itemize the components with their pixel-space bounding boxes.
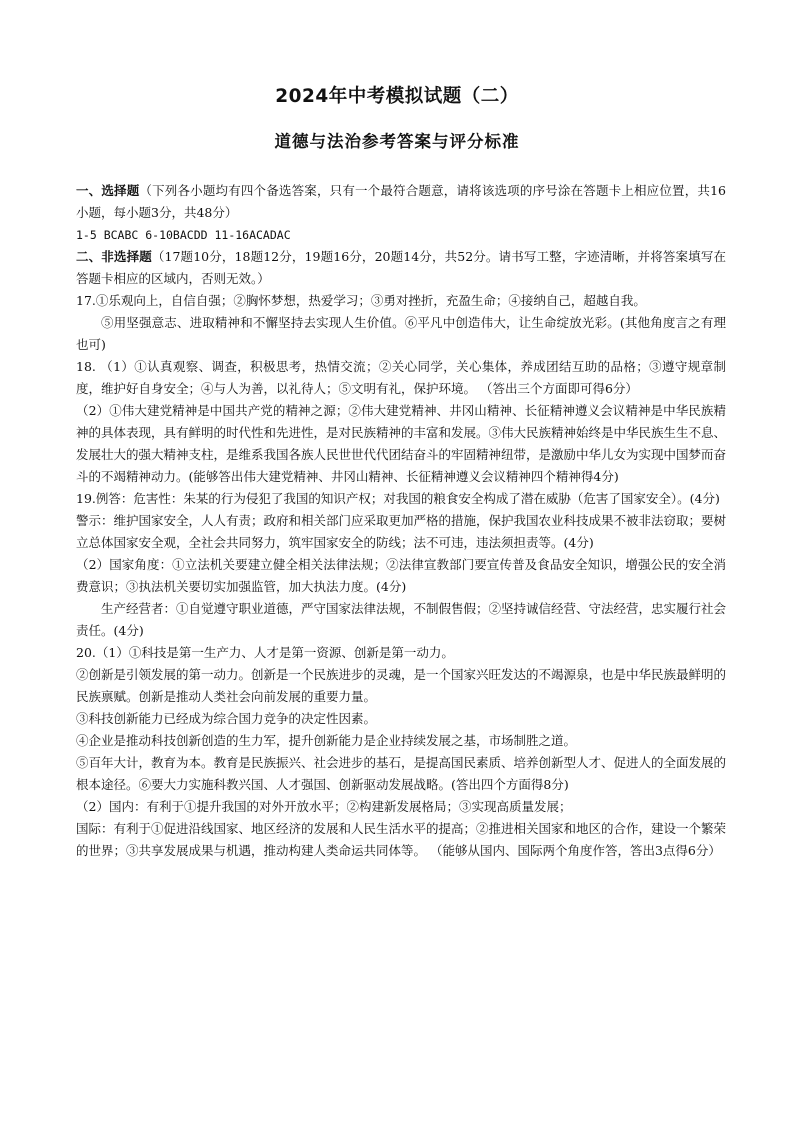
q20-p1: 20.（1）①科技是第一生产力、人才是第一资源、创新是第一动力。: [76, 645, 454, 660]
q20-p6: （2）国内：有利于①提升我国的对外开放水平；②构建新发展格局；③实现高质量发展；: [76, 799, 572, 814]
q17-line2: ⑤用坚强意志、进取精神和不懈坚持去实现人生价值。⑥平凡中创造伟大，让生命绽放光彩。(其他角度言之有理也可): [76, 315, 726, 352]
q18-part1: 18. （1）①认真观察、调查，积极思考，热情交流；②关心同学，关心集体，养成团结互助的品格；③遵守规章制度，维护好自身安全；④与人为善，以礼待人；⑤文明有礼，保护环境。 （答出三个方面即可得6分）: [76, 359, 726, 396]
q18-part2: （2）①伟大建党精神是中国共产党的精神之源；②伟大建党精神、井冈山精神、长征精神遵义会议精神是中华民族精神的具体表现，具有鲜明的时代性和先进性，是对民族精神的丰富和发展。③伟大民族精神始终是中华民族生生不息、发展壮大的强大精神支柱，是维系我国各族人民世世代代团结奋斗的牢固精神纽带，是激励中华儿女为实现中国梦而奋斗的不竭精神动力。(能够答出伟大建党精神、井冈山精神、长征精神遵义会议精神四个精神得4分): [76, 403, 727, 484]
answer-body: [76, 180, 726, 862]
page-subtitle: 道德与法治参考答案与评分标准: [274, 132, 520, 151]
section-nonchoice-label: 二、非选择题: [76, 249, 152, 264]
q19-warning: 警示：维护国家安全，人人有责；政府和相关部门应采取更加严格的措施，保护我国农业科技成果不被非法窃取；要树立总体国家安全观，全社会共同努力，筑牢国家安全的防线；法不可违，违法须担责等。(4分): [76, 513, 727, 550]
q19-part1: 19.例答：危害性：朱某的行为侵犯了我国的知识产权；对我国的粮食安全构成了潜在威胁（危害了国家安全）。(4分): [76, 491, 720, 506]
choice-answers: 1-5 BCABC 6-10BACDD 11-16ACADAC: [76, 228, 291, 242]
q20-p4: ④企业是推动科技创新创造的生力军，提升创新能力是企业持续发展之基，市场制胜之道。: [76, 733, 577, 748]
section-choice-label: 一、选择题: [76, 183, 140, 198]
section-choice-desc: （下列各小题均有四个备选答案，只有一个最符合题意，请将该选项的序号涂在答题卡上相应位置，共16小题，每小题3分，共48分）: [76, 183, 726, 220]
q20-p3: ③科技创新能力已经成为综合国力竞争的决定性因素。: [76, 711, 377, 726]
page-title: 2024年中考模拟试题（二）: [275, 86, 519, 107]
q20-p2: ②创新是引领发展的第一动力。创新是一个民族进步的灵魂，是一个国家兴旺发达的不竭源泉，也是中华民族最鲜明的民族禀赋。创新是推动人类社会向前发展的重要力量。: [76, 667, 727, 704]
section-choice: [76, 180, 726, 224]
q19-producer: 生产经营者：①自觉遵守职业道德，严守国家法律法规，不制假售假；②坚持诚信经营、守法经营，忠实履行社会责任。(4分): [76, 601, 727, 638]
q19-part2: （2）国家角度：①立法机关要建立健全相关法律法规；②法律宣教部门要宣传普及食品安全知识，增强公民的安全消费意识；③执法机关要切实加强监管，加大执法力度。(4分): [76, 557, 726, 594]
q20-p5: ⑤百年大计，教育为本。教育是民族振兴、社会进步的基石，是提高国民素质、培养创新型人才、促进人的全面发展的根本途径。⑥要大力实施科教兴国、人才强国、创新驱动发展战略。(答出四个方面得8分): [76, 755, 727, 792]
q17-line1: 17.①乐观向上，自信自强；②胸怀梦想，热爱学习；③勇对挫折，充盈生命；④接纳自己，超越自我。: [76, 293, 646, 308]
section-nonchoice-desc: （17题10分，18题12分，19题16分，20题14分，共52分。请书写工整，字迹清晰，并将答案填写在答题卡相应的区域内，否则无效。）: [76, 249, 726, 286]
section-nonchoice: [76, 246, 726, 290]
q20-p7: 国际：有利于①促进沿线国家、地区经济的发展和人民生活水平的提高；②推进相关国家和地区的合作，建设一个繁荣的世界；③共享发展成果与机遇，推动构建人类命运共同体等。 （能够从国内、国际两个角度作答，答出3点得6分）: [76, 821, 727, 858]
